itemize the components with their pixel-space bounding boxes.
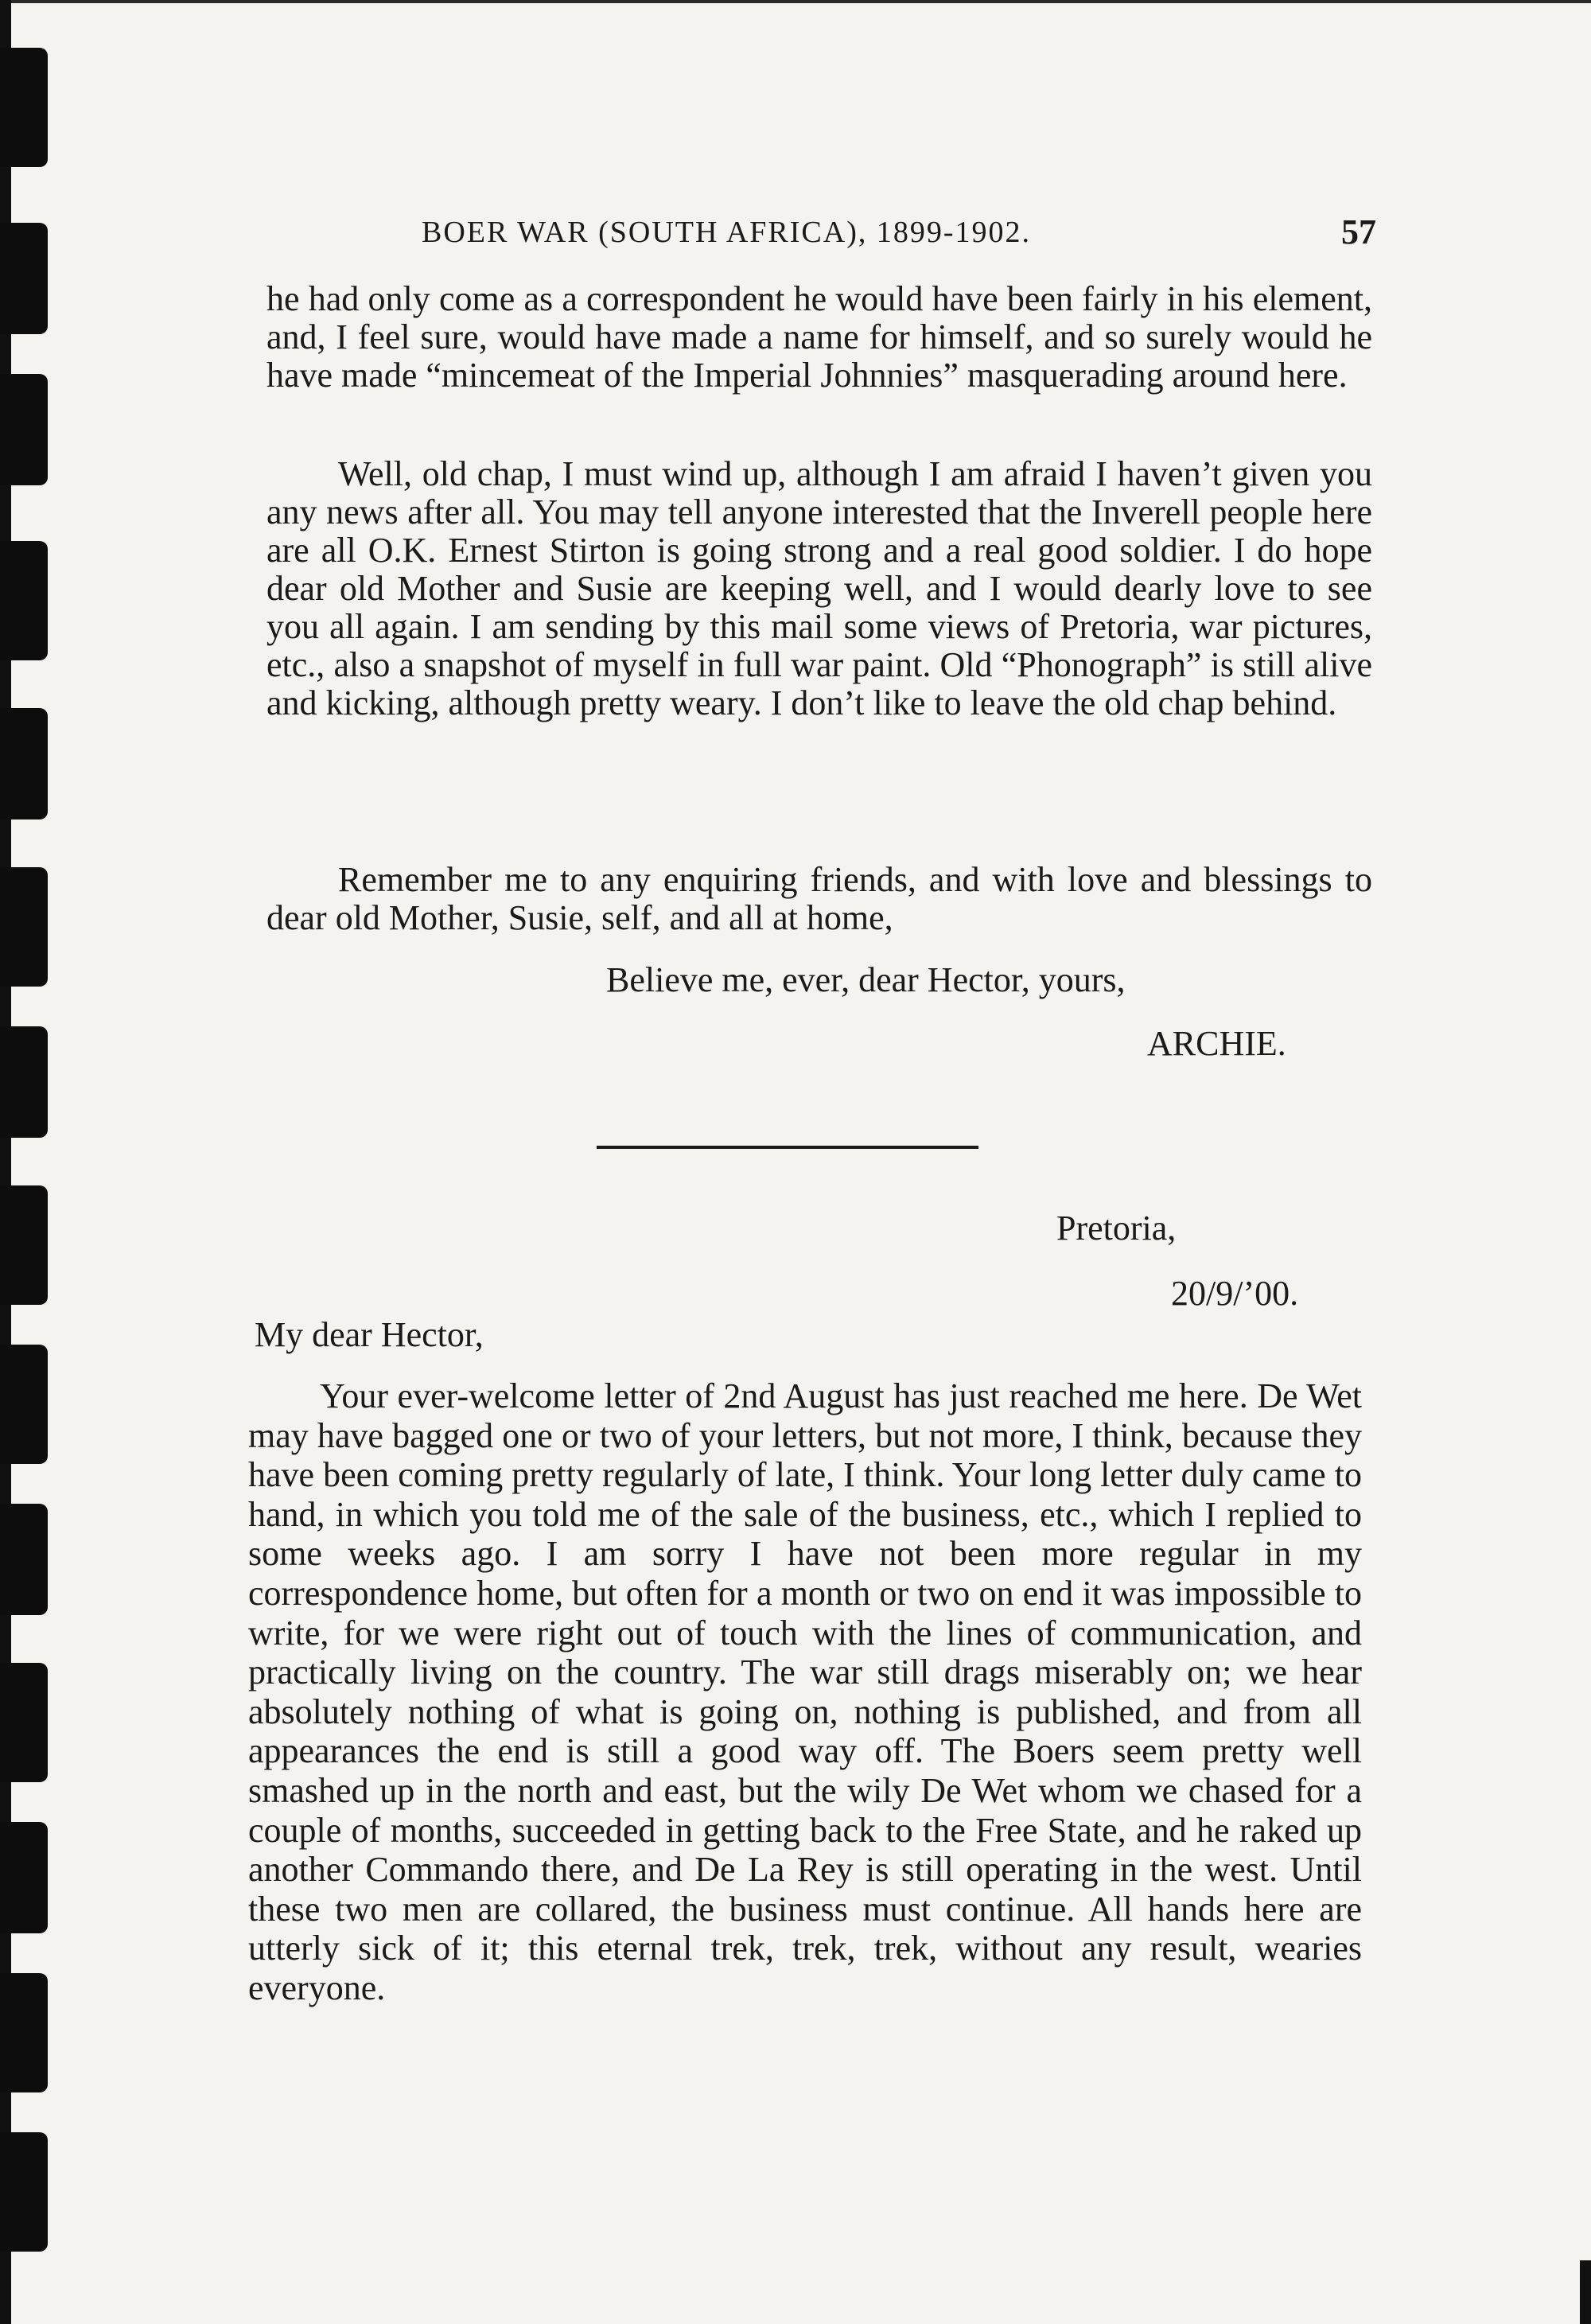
binding-ring <box>0 1663 48 1782</box>
page-edge-mark <box>1580 2260 1591 2324</box>
binding-ring <box>0 1185 48 1305</box>
binding-ring <box>0 1504 48 1615</box>
letter1-signature: ARCHIE. <box>1147 1024 1286 1063</box>
binding-ring <box>0 708 48 819</box>
binding-ring <box>0 2132 48 2252</box>
letter2-place: Pretoria, <box>1056 1209 1177 1248</box>
page-top-edge <box>0 0 1591 3</box>
running-head: BOER WAR (SOUTH AFRICA), 1899-1902. <box>422 216 1032 249</box>
page-header <box>422 212 1376 263</box>
binding-ring <box>0 48 48 167</box>
letter1-paragraph: Well, old chap, I must wind up, although I am afraid I haven’t given you any news after all. You may tell anyone interested that the Inverell people here are all O.K. Ernest Stirton is going strong and a real good soldier. I do hope dear old Mother and Susie are keeping well, and I would dearly love to see you all again. I am sending by this mail some views of Pretoria, war pictures, etc., also a snapshot of myself in full war paint. Old “Phonograph” is still alive and kicking, although pretty weary. I don’t like to leave the old chap behind. <box>266 454 1372 722</box>
binding-ring <box>0 867 48 987</box>
binding-ring <box>0 1026 48 1138</box>
letter2-date: 20/9/’00. <box>1171 1274 1299 1313</box>
letter1-valediction: Believe me, ever, dear Hector, yours, <box>606 960 1126 999</box>
letter1-paragraph: Remember me to any enquiring friends, and with love and blessings to dear old Mother, Susie, self, and all at home, <box>266 860 1372 937</box>
spiral-binding <box>0 0 57 2324</box>
binding-ring <box>0 1973 48 2092</box>
page-number: 57 <box>1341 212 1376 251</box>
binding-ring <box>0 541 48 660</box>
section-divider <box>597 1146 978 1149</box>
binding-ring <box>0 1822 48 1933</box>
binding-ring <box>0 374 48 485</box>
letter1-continuation: he had only come as a correspondent he would have been fairly in his element, and, I feel sure, would have made a name for himself, and so surely would he have made “mincemeat of the Imperial Johnnies” masquerading around here. <box>266 279 1372 395</box>
binding-ring <box>0 1345 48 1464</box>
letter2-paragraph: Your ever-welcome letter of 2nd August has just reached me here. De Wet may have bagged one or two of your letters, but not more, I think, because they have been coming pretty regularly of late, I think. Your long letter duly came to hand, in which you told me of the sale of the business, etc., which I replied to some weeks ago. I am sorry I have not been more regular in my correspondence home, but often for a month or two on end it was impossible to write, for we were right out of touch with the lines of communication, and practically living on the country. The war still drags miserably on; we hear absolutely nothing of what is going on, nothing is published, and from all appearances the end is still a good way off. The Boers seem pretty well smashed up in the north and east, but the wily De Wet whom we chased for a couple of months, succeeded in getting back to the Free State, and he raked up another Commando there, and De La Rey is still operating in the west. Until these two men are collared, the business must continue. All hands here are utterly sick of it; this eternal trek, trek, trek, without any result, wearies everyone. <box>248 1376 1362 2007</box>
binding-ring <box>0 223 48 334</box>
letter2-salutation: My dear Hector, <box>255 1315 484 1354</box>
